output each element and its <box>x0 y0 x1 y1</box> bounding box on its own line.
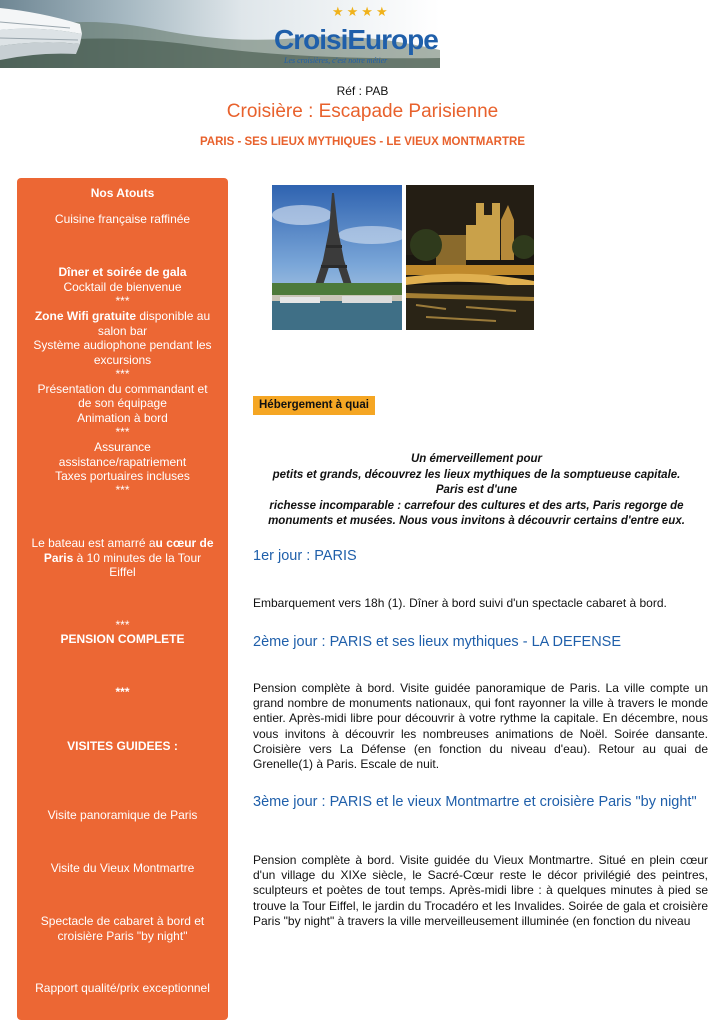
separator: *** <box>115 483 130 497</box>
intro-text <box>253 452 700 530</box>
day1-text: Embarquement vers 18h (1). Dîner à bord suivi d'un spectacle cabaret à bord. <box>253 596 667 610</box>
sidebar-atouts <box>17 178 228 1020</box>
separator: *** <box>115 294 130 308</box>
page-header <box>0 0 725 70</box>
separator: *** <box>115 425 130 439</box>
day1-title: 1er jour : PARIS <box>253 548 357 564</box>
atout-animation: Animation à bord <box>77 411 168 425</box>
intro-line: Un émerveillement pour <box>410 453 542 465</box>
atout-assurance: Assurance <box>94 440 151 454</box>
day3-title: 3ème jour : PARIS et le vieux Montmartre et croisière Paris "by night" <box>253 794 697 810</box>
atout-audiophone: Système audiophone pendant les <box>33 338 212 352</box>
intro-line: Paris est d'une <box>435 484 518 496</box>
logo-stars: ★★★★ <box>332 4 391 19</box>
visite-panoramique: Visite panoramique de Paris <box>47 808 198 822</box>
atout-pension: PENSION COMPLETE <box>60 632 185 646</box>
separator: *** <box>115 685 130 699</box>
visite-montmartre: Visite du Vieux Montmartre <box>50 861 195 875</box>
atout-assurance-line2: assistance/rapatriement <box>58 455 187 469</box>
day2-title: 2ème jour : PARIS et ses lieux mythiques - LA DEFENSE <box>253 634 622 650</box>
sidebar-heading: Nos Atouts <box>90 186 155 200</box>
intro-line: richesse incomparable : carrefour des cultures et des arts, Paris regorge de <box>269 499 684 512</box>
intro-line: petits et grands, découvrez les lieux mythiques de la somptueuse capitale. <box>272 468 681 481</box>
croisieurope-logo <box>270 2 440 68</box>
atout-wifi-line2: salon bar <box>97 324 148 338</box>
eiffel-tower-photo <box>272 185 402 330</box>
page-subtitle: PARIS - SES LIEUX MYTHIQUES - LE VIEUX MONTMARTRE <box>199 136 525 148</box>
atout-taxes: Taxes portuaires incluses <box>55 469 190 483</box>
atout-presentation-line2: de son équipage <box>78 396 167 410</box>
reference: Réf : PAB <box>336 84 389 98</box>
atout-cocktail: Cocktail de bienvenue <box>63 280 182 294</box>
spectacle-cabaret: Spectacle de cabaret à bord et <box>40 914 205 928</box>
logo-tagline: Les croisières, c'est notre métier <box>284 56 388 65</box>
day2-text: Pension complète à bord. Visite guidée panoramique de Paris. La ville compte un grand nombre de monuments nationaux, qui font rayonner la ville à travers le monde entier. Après-midi libre pour découvrir à votre rythme la capitale. En décembre, nous vous invitons à découvrir les nombreuses animations de Noël. Soirée dansante. Croisière vers La Défense (en fonction du niveau d'eau). Retour au quai de Grenelle(1) à Paris. Escale de nuit. <box>253 681 708 772</box>
atout-wifi: Zone Wifi gratuite disponible au <box>34 309 211 323</box>
spectacle-cabaret-line2: croisière Paris "by night" <box>57 929 188 943</box>
atout-audiophone-line2: excursions <box>93 353 152 367</box>
page-title: Croisière : Escapade Parisienne <box>226 101 499 122</box>
day3-text: Pension complète à bord. Visite guidée du Vieux Montmartre. Situé en plein cœur d'un village du XIXe siècle, le Sacré-Cœur reste le décor privilégié des peintres, sculpteurs et poètes de tout temps. Après-midi libre : à quelques minutes à pied se trouve la Tour Eiffel, le jardin du Trocadéro et les Invalides. Soirée de gala et croisière Paris "by night" à travers la ville merveilleusement illuminée (en fonction du niveau <box>253 853 708 928</box>
atout-diner: Dîner et soirée de gala <box>58 265 187 279</box>
separator: *** <box>115 367 130 381</box>
atout-bateau-line3: Eiffel <box>109 565 136 579</box>
atout-cuisine: Cuisine française raffinée <box>54 212 191 226</box>
logo-brand: CroisiEurope <box>274 24 438 55</box>
separator: *** <box>115 618 130 632</box>
atout-visites: VISITES GUIDEES : <box>67 739 178 753</box>
rapport-qualite-prix: Rapport qualité/prix exceptionnel <box>35 981 210 995</box>
atout-presentation: Présentation du commandant et <box>37 382 208 396</box>
atout-bateau-line2: Paris à 10 minutes de la Tour <box>43 551 202 565</box>
atout-bateau: Le bateau est amarré au cœur de <box>31 536 214 550</box>
notre-dame-night-photo <box>406 185 534 330</box>
hebergement-badge: Hébergement à quai <box>253 396 375 415</box>
intro-line: monuments et musées. Nous vous invitons à découvrir certains d'entre eux. <box>268 515 685 527</box>
